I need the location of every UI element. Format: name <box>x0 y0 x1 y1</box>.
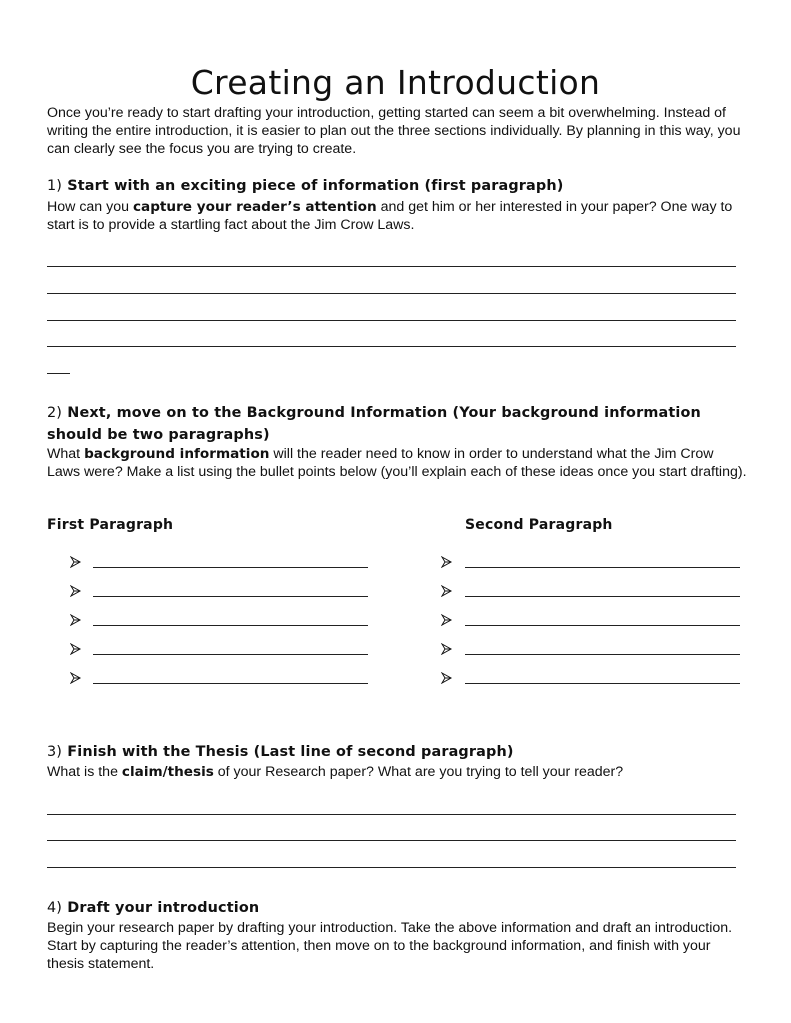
bullet-answer-line[interactable] <box>93 683 368 684</box>
arrow-bullet-icon <box>441 672 453 684</box>
arrow-bullet-icon <box>441 556 453 568</box>
bullet-answer-line[interactable] <box>465 654 740 655</box>
bullet-answer-line[interactable] <box>93 567 368 568</box>
section-4-heading <box>47 897 747 919</box>
section-3-text-end: of your Research paper? What are you trying to tell your reader? <box>213 764 624 780</box>
section-1-text-bold: capture your reader’s attention <box>132 199 377 215</box>
section-2-title: Next, move on to the Background Information (Your background information should be two paragraphs) <box>47 405 701 443</box>
bullet-item <box>70 672 368 688</box>
arrow-bullet-icon <box>70 672 82 684</box>
bullet-item <box>441 614 740 630</box>
section-3-heading <box>47 741 747 763</box>
page-title: Creating an Introduction <box>190 63 601 102</box>
section-1-number: 1) <box>47 178 63 194</box>
answer-line[interactable] <box>47 814 736 815</box>
section-1-text-start: How can you <box>47 199 133 215</box>
arrow-bullet-icon <box>70 556 82 568</box>
bullet-answer-line[interactable] <box>93 596 368 597</box>
arrow-bullet-icon <box>70 643 82 655</box>
bullet-answer-line[interactable] <box>465 683 740 684</box>
answer-line[interactable] <box>47 373 70 374</box>
bullet-item <box>441 585 740 601</box>
intro-paragraph: Once you’re ready to start drafting your introduction, getting started can seem a bit overwhelming. Instead of writing the entire introduction, it is easier to plan out the three sections individually. By planning in this way, you can clearly see the focus you are trying to create. <box>47 105 741 157</box>
section-2-heading <box>47 402 737 446</box>
bullet-answer-line[interactable] <box>93 625 368 626</box>
section-4-number: 4) <box>47 900 63 916</box>
section-3-text <box>47 763 747 781</box>
section-3-title: Finish with the Thesis (Last line of second paragraph) <box>67 744 514 760</box>
section-4-title: Draft your introduction <box>67 900 260 916</box>
bullet-item <box>441 643 740 659</box>
answer-line[interactable] <box>47 293 736 294</box>
section-2-text-start: What <box>47 446 85 462</box>
bullet-answer-line[interactable] <box>465 567 740 568</box>
arrow-bullet-icon <box>441 643 453 655</box>
section-2-text-end: will the reader need to know in order to understand what the Jim Crow Laws were? Make a list using the bullet points below (you’ll explain each of these ideas once you start drafting). <box>47 446 747 480</box>
section-1-title: Start with an exciting piece of information (first paragraph) <box>67 178 564 194</box>
section-3-text-bold: claim/thesis <box>121 764 214 780</box>
arrow-bullet-icon <box>441 585 453 597</box>
answer-line[interactable] <box>47 266 736 267</box>
bullet-item <box>70 556 368 572</box>
section-2-text <box>47 445 747 481</box>
section-1-text <box>47 198 747 234</box>
section-4-text: Begin your research paper by drafting your introduction. Take the above information and draft an introduction. Start by capturing the reader’s attention, then move on to the background information, and finish with your thesis statement. <box>47 920 733 972</box>
answer-line[interactable] <box>47 840 736 841</box>
bullet-answer-line[interactable] <box>465 625 740 626</box>
section-3-text-start: What is the <box>47 764 122 780</box>
arrow-bullet-icon <box>70 614 82 626</box>
bullet-item <box>441 556 740 572</box>
answer-line[interactable] <box>47 867 736 868</box>
bullet-answer-line[interactable] <box>93 654 368 655</box>
second-paragraph-heading: Second Paragraph <box>465 517 613 533</box>
section-1-heading <box>47 175 747 197</box>
bullet-item <box>70 614 368 630</box>
answer-line[interactable] <box>47 320 736 321</box>
first-paragraph-heading: First Paragraph <box>47 517 174 533</box>
arrow-bullet-icon <box>441 614 453 626</box>
section-2-number: 2) <box>47 405 63 421</box>
bullet-item <box>441 672 740 688</box>
section-3-number: 3) <box>47 744 63 760</box>
bullet-item <box>70 643 368 659</box>
bullet-item <box>70 585 368 601</box>
answer-line[interactable] <box>47 346 736 347</box>
arrow-bullet-icon <box>70 585 82 597</box>
bullet-answer-line[interactable] <box>465 596 740 597</box>
section-2-text-bold: background information <box>84 446 270 462</box>
section-1-text-end: and get him or her interested in your paper? One way to start is to provide a startling fact about the Jim Crow Laws. <box>47 199 733 233</box>
